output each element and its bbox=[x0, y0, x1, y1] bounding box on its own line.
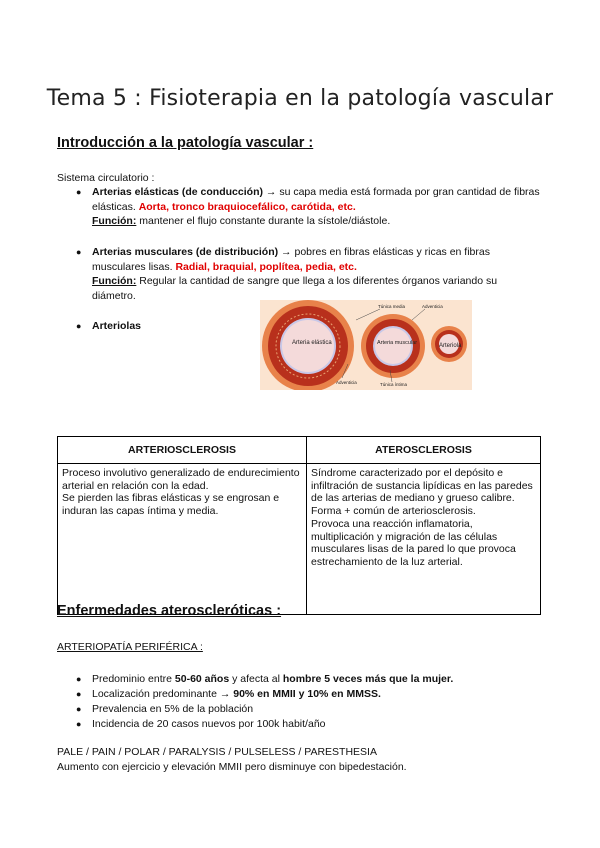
list-item-arterias-elasticas bbox=[92, 185, 542, 229]
text-span: Predominio entre bbox=[92, 673, 175, 685]
bullet-icon: ● bbox=[76, 704, 82, 714]
bullet-icon: ● bbox=[76, 187, 82, 197]
cell-paragraph: Se pierden las fibras elásticas y se engrosan e induran las capas íntima y media. bbox=[62, 492, 280, 518]
bullet-icon: ● bbox=[76, 321, 82, 331]
list-item-arterias-musculares bbox=[92, 245, 542, 303]
item-text: → pobres en fibras elásticas y ricas en fibras musculares lisas. bbox=[92, 246, 490, 273]
label-tunica-intima: Túnica íntima bbox=[380, 382, 408, 387]
item-title: Arteriolas bbox=[92, 320, 142, 332]
text-bold: 90% en MMII y 10% en MMSS. bbox=[233, 688, 381, 700]
list-item: Incidencia de 20 casos nuevos por 100k habit/año bbox=[92, 718, 326, 730]
text-span: y afecta al bbox=[229, 673, 283, 685]
symptom-note: Aumento con ejercicio y elevación MMII pero disminuye con bipedestación. bbox=[57, 761, 407, 773]
label-arteria-elastica: Arteria elástica bbox=[292, 340, 332, 346]
cell-paragraph: Forma + común de arteriosclerosis. bbox=[311, 505, 476, 518]
label-arteriola: Arteriola bbox=[439, 343, 462, 349]
function-label: Función: bbox=[92, 215, 137, 227]
function-text: mantener el flujo constante durante la sístole/diástole. bbox=[136, 215, 391, 227]
list-item bbox=[92, 672, 453, 687]
function-text: Regular la cantidad de sangre que llega a los diferentes órganos variando su diámetro. bbox=[92, 275, 498, 302]
table-header-cell: ARTERIOSCLEROSIS bbox=[58, 437, 307, 464]
bullet-icon: ● bbox=[76, 719, 82, 729]
list-item-arteriolas bbox=[92, 319, 141, 334]
item-title: Arterias musculares (de distribución) bbox=[92, 246, 279, 258]
intro-heading: Introducción a la patología vascular : bbox=[57, 135, 314, 151]
label-tunica-media: Túnica media bbox=[378, 304, 406, 309]
item-text: → su capa media está formada por gran cantidad de fibras elásticas. bbox=[92, 186, 540, 213]
item-title: Arterias elásticas (de conducción) bbox=[92, 186, 263, 198]
intro-lead: Sistema circulatorio : bbox=[57, 172, 155, 184]
cell-paragraph: Provoca una reacción inflamatoria, multiplicación y migración de las células musculares lisas de la pared lo que provoca estrechamiento de la luz arterial. bbox=[311, 517, 516, 568]
text-span: Localización predominante → bbox=[92, 688, 234, 700]
function-label: Función: bbox=[92, 275, 137, 287]
cell-paragraph: Síndrome caracterizado por el depósito e infiltración de sustancia lipídicas en las paredes de las arterias de mediano y grueso calibre. bbox=[311, 467, 533, 505]
item-examples: Aorta, tronco braquiocefálico, carótida, etc. bbox=[138, 200, 356, 213]
item-examples: Radial, braquial, poplítea, pedia, etc. bbox=[175, 260, 357, 273]
bullet-icon: ● bbox=[76, 674, 82, 684]
text-bold: 50-60 años bbox=[174, 673, 230, 685]
text-bold: hombre 5 veces más que la mujer. bbox=[282, 673, 454, 685]
cell-paragraph: Proceso involutivo generalizado de endurecimiento arterial en relación con la edad. bbox=[62, 467, 300, 492]
mnemonic-line: PALE / PAIN / POLAR / PARALYSIS / PULSELESS / PARESTHESIA bbox=[57, 746, 377, 758]
page-title: Tema 5 : Fisioterapia en la patología vascular bbox=[46, 86, 554, 111]
label-arteria-muscular: Arteria muscular bbox=[377, 340, 418, 346]
label-adventicia-top: Adventicia bbox=[422, 304, 443, 309]
list-item: Prevalencia en 5% de la población bbox=[92, 703, 254, 715]
diseases-heading: Enfermedades ateroscleróticas : bbox=[57, 603, 282, 619]
table-row bbox=[58, 464, 541, 615]
comparison-table bbox=[57, 436, 541, 615]
label-adventicia-bottom: Adventicia bbox=[336, 380, 357, 385]
table-header-row bbox=[58, 437, 541, 464]
bullet-icon: ● bbox=[76, 247, 82, 257]
table-cell-aterosclerosis bbox=[307, 464, 541, 615]
artery-diagram bbox=[260, 300, 472, 390]
table-cell-arteriosclerosis bbox=[58, 464, 307, 615]
bullet-icon: ● bbox=[76, 689, 82, 699]
diseases-subheading: ARTERIOPATÍA PERIFÉRICA : bbox=[57, 641, 203, 653]
list-item bbox=[92, 687, 381, 702]
muscular-artery-figure bbox=[361, 314, 425, 378]
table-header-cell: ATEROSCLEROSIS bbox=[307, 437, 541, 464]
